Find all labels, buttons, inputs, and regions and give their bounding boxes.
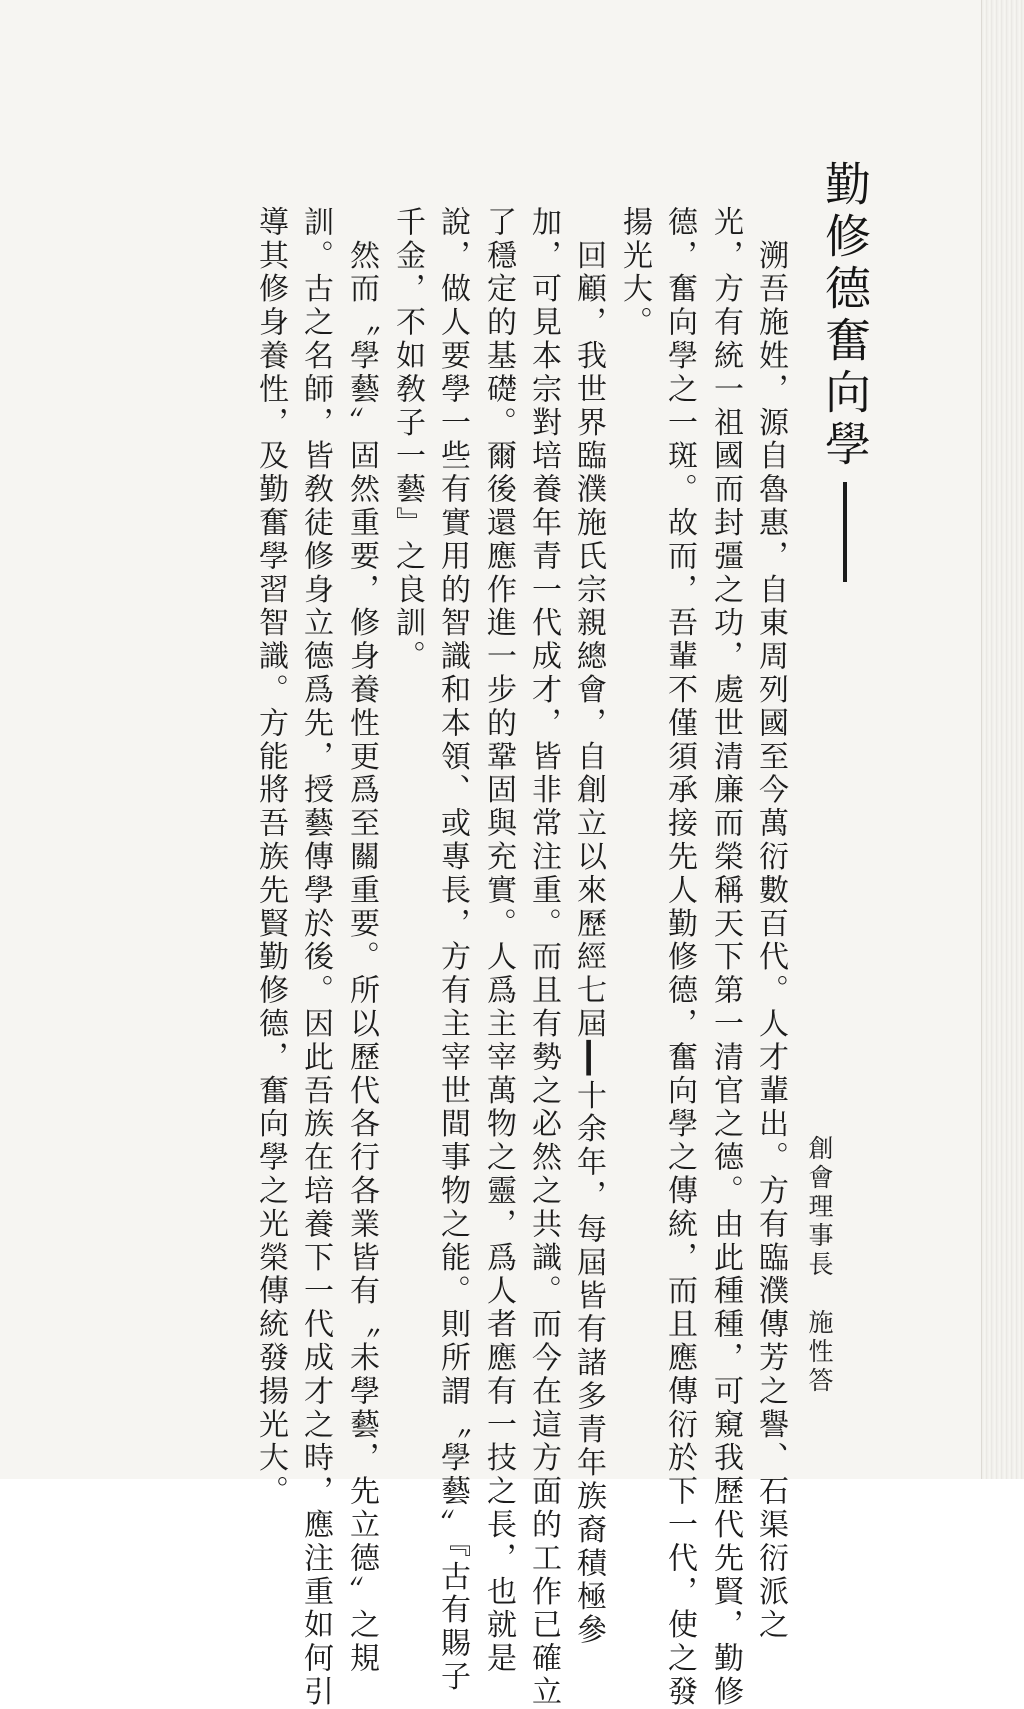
- text-column: 回顧，我世界臨濮施氏宗親總會，自創立以來歷經七屆┃十余年，每屆皆有諸多青年族裔積極參: [571, 206, 606, 1648]
- text-column: 光，方有統一祖國而封彊之功，處世清廉而榮稱天下第一清官之德。由此種種，可窺我歷代先賢，勤修: [708, 206, 743, 1709]
- text-column: 了穩定的基礎。爾後還應作進一步的鞏固與充實。人爲主宰萬物之靈，爲人者應有一技之長，也就是: [481, 206, 516, 1676]
- author-line: 創會理事長 施性答: [805, 1135, 834, 1396]
- text-column: 然而〝學藝〞固然重要，修身養性更爲至關重要。所以歷代各行各業皆有〝未學藝，先立德〞之規: [344, 206, 379, 1676]
- text-column: 揚光大。: [617, 206, 652, 340]
- article-title: [808, 160, 872, 582]
- page-stack-edge: [981, 0, 1024, 1479]
- article-title-text: 勤修德奮向學: [818, 160, 872, 472]
- text-column: 溯吾施姓，源自魯惠，自東周列國至今萬衍數百代。人才輩出。方有臨濮傳芳之譽、石渠衍派之: [753, 206, 788, 1643]
- text-column: 導其修身養性，及勤奮學習智識。方能將吾族先賢勤修德，奮向學之光榮傳統發揚光大。: [253, 206, 288, 1509]
- text-column: 加，可見本宗對培養年青一代成才，皆非常注重。而且有勢之必然之共識。而今在這方面的工作已確立: [526, 206, 561, 1709]
- text-column: 千金，不如敎子一藝』之良訓。: [390, 206, 425, 674]
- title-dash: [843, 482, 847, 582]
- text-column: 訓。古之名師，皆敎徒修身立德爲先，授藝傳學於後。因此吾族在培養下一代成才之時，應注重如何引: [298, 206, 333, 1709]
- text-column: 說，做人要學一些有實用的智識和本領、或專長，方有主宰世間事物之能。則所謂〝學藝〞『古有賜子: [435, 206, 470, 1694]
- text-column: 德，奮向學之一斑。故而，吾輩不僅須承接先人勤修德，奮向學之傳統，而且應傳衍於下一代，使之發: [662, 206, 697, 1709]
